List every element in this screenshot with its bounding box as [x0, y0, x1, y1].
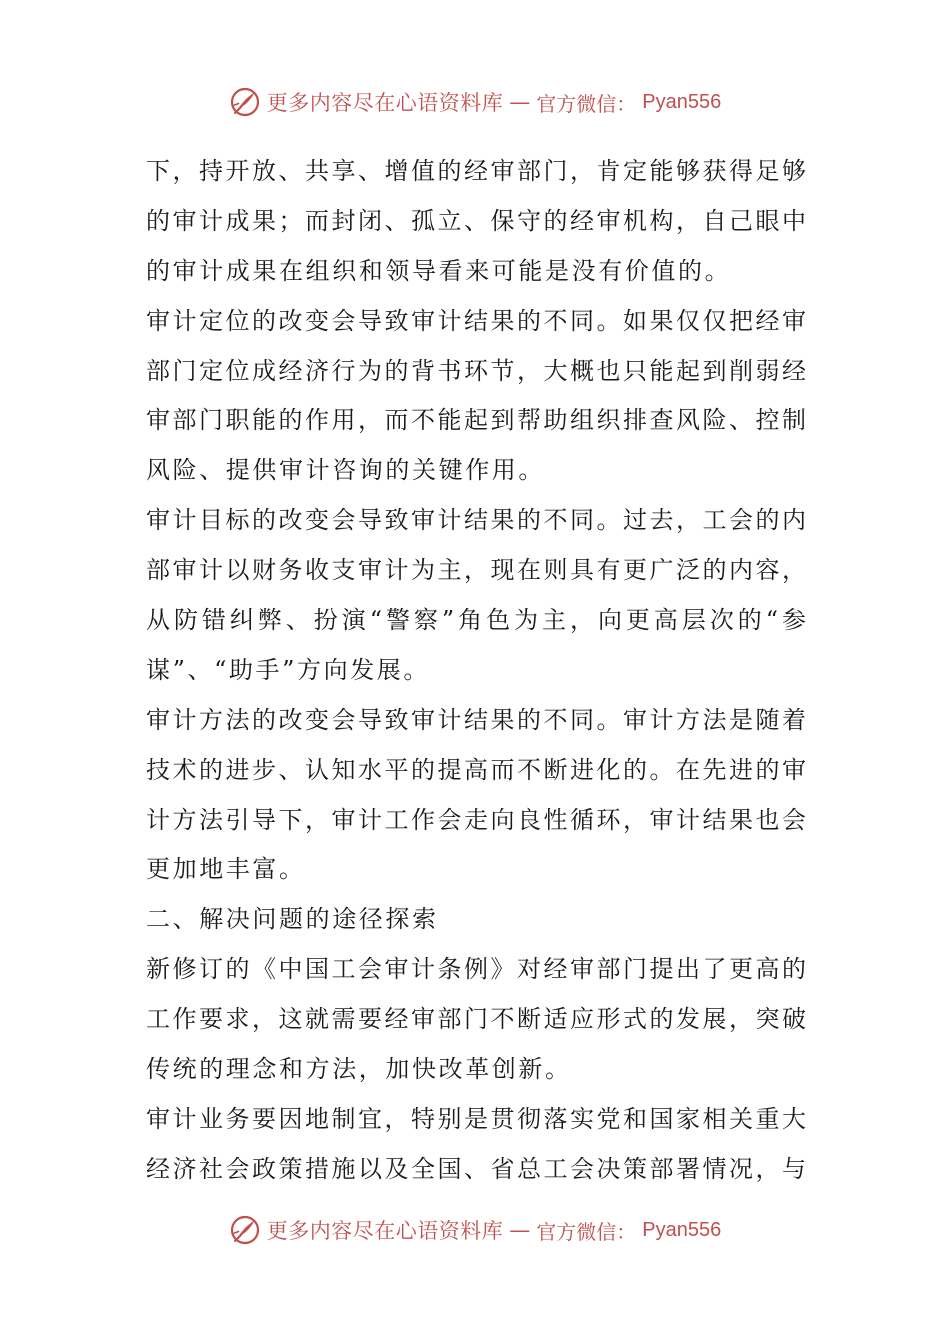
- text-line: 更加地丰富。: [146, 855, 306, 884]
- banner-wechat-id: Pyan556: [642, 90, 722, 113]
- text-line: 技术的进步、认知水平的提高而不断进化的。在先进的审: [146, 755, 806, 784]
- banner-wechat-label: 官方微信：: [536, 1219, 637, 1244]
- text-line: 下，持开放、共享、增值的经审部门，肯定能够获得足够: [146, 157, 806, 185]
- quill-logo-icon: [229, 86, 261, 118]
- text-line: 审计方法的改变会导致审计结果的不同。审计方法是随着: [146, 705, 806, 734]
- text-line: 计方法引导下，审计工作会走向良性循环，审计结果也会: [146, 805, 806, 834]
- text-line: 部审计以财务收支审计为主，现在则具有更广泛的内容，: [146, 556, 806, 585]
- text-line: 新修订的《中国工会审计条例》对经审部门提出了更高的: [146, 955, 806, 984]
- text-line: 从防错纠弊、扮演“警察”角色为主，向更高层次的“参: [146, 606, 806, 635]
- text-line: 谋”、“助手”方向发展。: [146, 655, 431, 684]
- text-line: 二、解决问题的途径探索: [146, 905, 439, 934]
- banner-separator: —: [509, 1218, 531, 1242]
- footer-banner: [0, 1210, 950, 1250]
- banner-separator: —: [509, 90, 531, 114]
- banner-text: 更多内容尽在心语资料库: [266, 91, 504, 115]
- document-body: [146, 147, 806, 1195]
- quill-logo-icon: [229, 1214, 261, 1246]
- text-line: 工作要求，这就需要经审部门不断适应形式的发展，突破: [146, 1005, 806, 1034]
- text-line: 审部门职能的作用，而不能起到帮助组织排查风险、控制: [146, 406, 806, 435]
- text-line: 风险、提供审计咨询的关键作用。: [146, 456, 545, 485]
- text-line: 审计目标的改变会导致审计结果的不同。过去，工会的内: [146, 506, 806, 535]
- text-line: 审计定位的改变会导致审计结果的不同。如果仅仅把经审: [146, 306, 806, 335]
- text-line: 的审计成果在组织和领导看来可能是没有价值的。: [146, 256, 732, 285]
- text-line: 审计业务要因地制宜，特别是贯彻落实党和国家相关重大: [146, 1104, 806, 1133]
- text-line: 的审计成果；而封闭、孤立、保守的经审机构，自己眼中: [146, 206, 806, 235]
- text-line: 传统的理念和方法，加快改革创新。: [146, 1055, 572, 1084]
- header-banner: [0, 82, 950, 122]
- banner-wechat-id: Pyan556: [642, 1218, 722, 1241]
- text-line: 部门定位成经济行为的背书环节，大概也只能起到削弱经: [146, 356, 806, 385]
- text-line: 经济社会政策措施以及全国、省总工会决策部署情况，与: [146, 1154, 806, 1183]
- banner-wechat-label: 官方微信：: [536, 91, 637, 116]
- banner-text: 更多内容尽在心语资料库: [266, 1219, 504, 1243]
